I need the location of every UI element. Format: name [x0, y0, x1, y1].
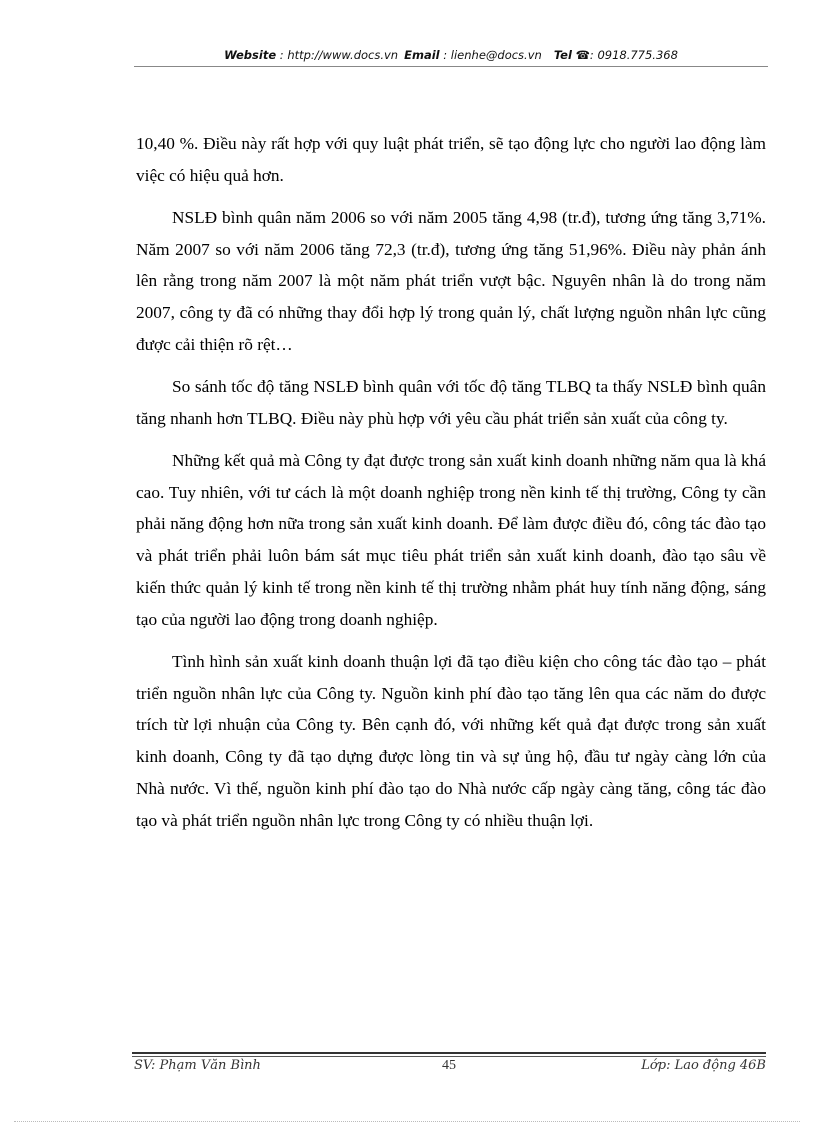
- document-body: [136, 128, 766, 847]
- paragraph-training-funding: Tình hình sản xuất kinh doanh thuận lợi đã tạo điều kiện cho công tác đào tạo – phát triển nguồn nhân lực của Công ty. Nguồn kinh phí đào tạo tăng lên qua các năm do được trích từ lợi nhuận của Công ty. Bên cạnh đó, với những kết quả đạt được trong sản xuất kinh doanh, Công ty đã tạo dựng được lòng tin và sự ủng hộ, đầu tư ngày càng lớn của Nhà nước. Vì thế, nguồn kinh phí đào tạo do Nhà nước cấp ngày càng tăng, công tác đào tạo và phát triển nguồn nhân lực trong Công ty có nhiều thuận lợi.: [136, 651, 766, 830]
- paragraph-results: Những kết quả mà Công ty đạt được trong sản xuất kinh doanh những năm qua là khá cao. Tuy nhiên, với tư cách là một doanh nghiệp trong nền kinh tế thị trường, Công ty cần phải năng động hơn nữa trong sản xuất kinh doanh. Để làm được điều đó, công tác đào tạo và phát triển phải luôn bám sát mục tiêu phát triển sản xuất kinh doanh, đào tạo sâu về kiến thức quản lý kinh tế trong nền kinh tế thị trường nhằm phát huy tính năng động, sáng tạo của người lao động trong doanh nghiệp.: [136, 450, 766, 629]
- paragraph-continuation: 10,40 %. Điều này rất hợp với quy luật phát triển, sẽ tạo động lực cho người lao động làm việc có hiệu quả hơn.: [136, 134, 766, 185]
- email-separator: :: [439, 48, 451, 62]
- email-label: Email: [404, 48, 440, 62]
- footer-class: Lớp: Lao động 46B: [641, 1058, 766, 1073]
- website-label: Website: [224, 48, 277, 62]
- footer-student-name: SV: Phạm Văn Bình: [134, 1058, 261, 1073]
- header-divider: [134, 66, 768, 67]
- tel-separator: :: [589, 48, 598, 62]
- page-footer: [132, 1058, 766, 1078]
- website-separator: :: [276, 48, 288, 62]
- footer-divider-thick: [132, 1052, 766, 1054]
- email-link[interactable]: lienhe@docs.vn: [450, 48, 542, 62]
- page-bottom-edge: [14, 1121, 800, 1122]
- page-number: 45: [442, 1058, 456, 1073]
- footer-divider-thin: [132, 1056, 766, 1057]
- tel-label: Tel: [553, 48, 572, 62]
- paragraph-comparison: So sánh tốc độ tăng NSLĐ bình quân với tốc độ tăng TLBQ ta thấy NSLĐ bình quân tăng nhanh hơn TLBQ. Điều này phù hợp với yêu cầu phát triển sản xuất của công ty.: [136, 376, 766, 428]
- paragraph-productivity: NSLĐ bình quân năm 2006 so với năm 2005 tăng 4,98 (tr.đ), tương ứng tăng 3,71%. Năm 2007 so với năm 2006 tăng 72,3 (tr.đ), tương ứng tăng 51,96%. Điều này phản ánh lên rằng trong năm 2007 là một năm phát triển vượt bậc. Nguyên nhân là do trong năm 2007, công ty đã có những thay đổi hợp lý trong quản lý, chất lượng nguồn nhân lực cũng được cải thiện rõ rệt…: [136, 207, 766, 354]
- page-header: [134, 48, 768, 62]
- website-link[interactable]: http://www.docs.vn: [287, 48, 399, 62]
- phone-icon: ☎: [575, 48, 590, 62]
- tel-value: 0918.775.368: [597, 48, 678, 62]
